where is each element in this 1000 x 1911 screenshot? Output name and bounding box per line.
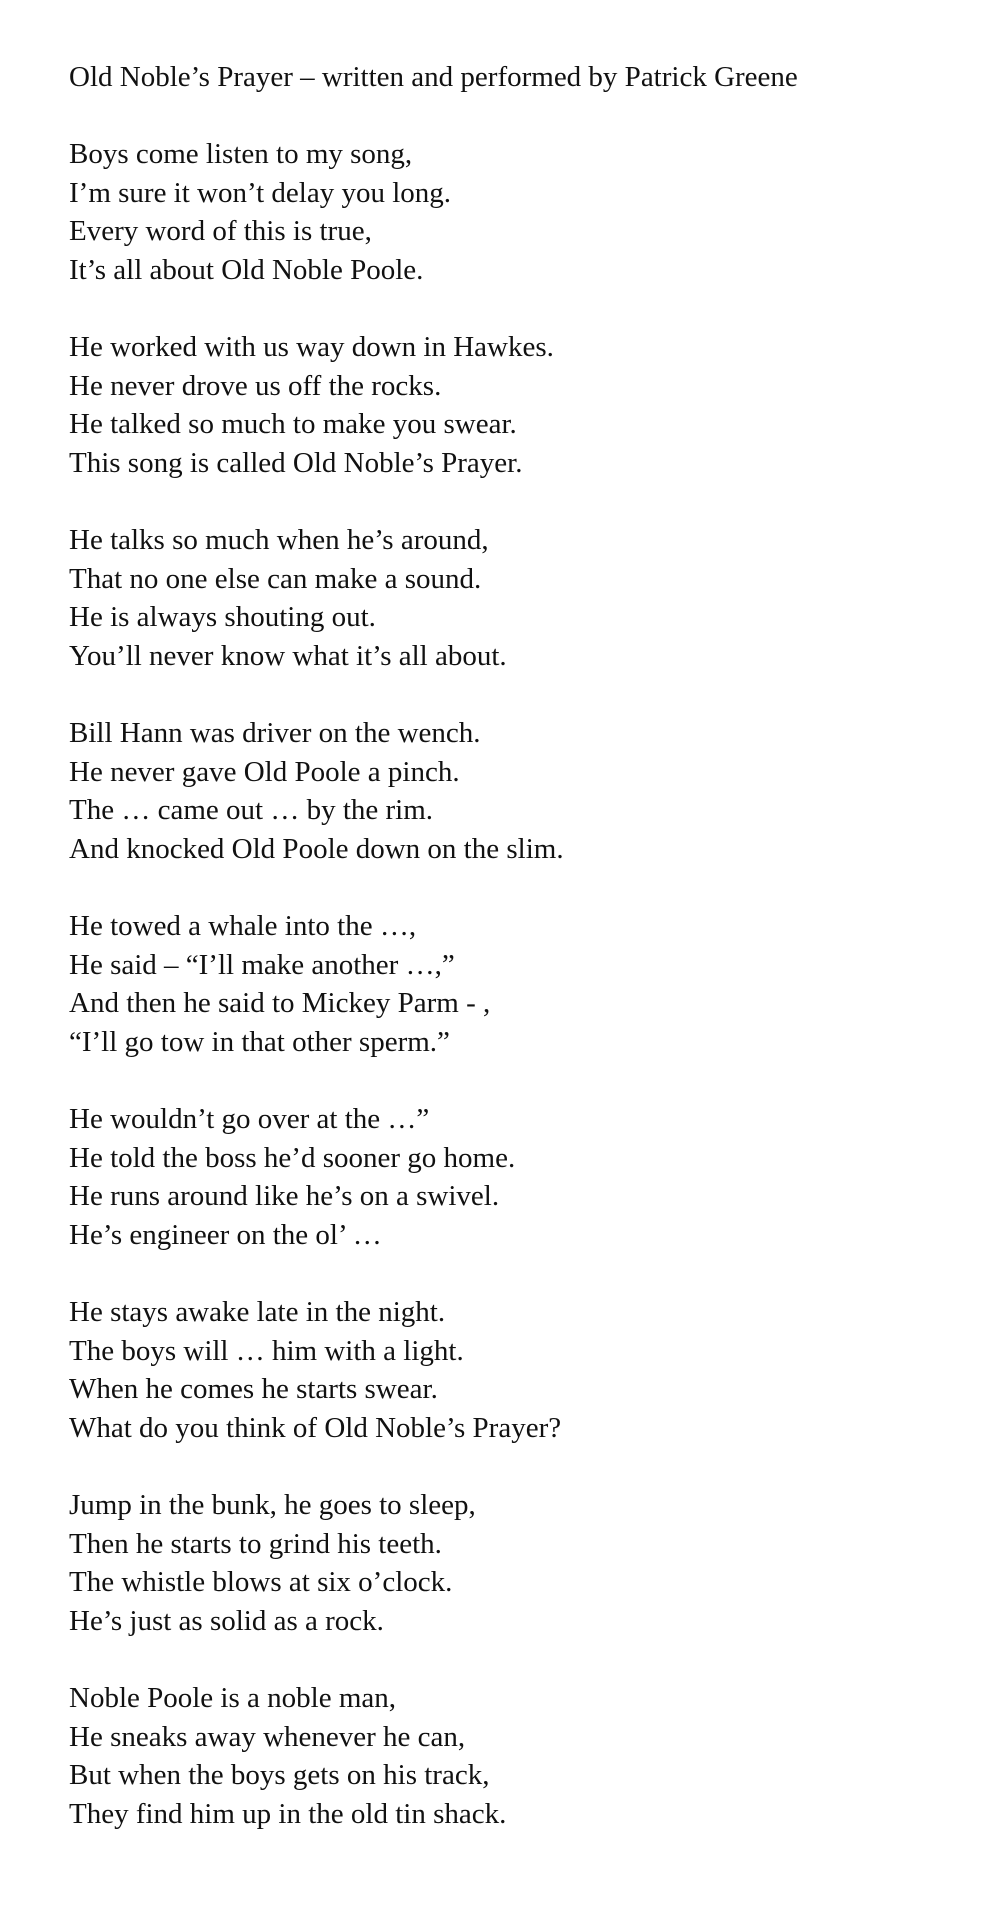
verse-line: And knocked Old Poole down on the slim. (69, 832, 564, 865)
verse-line: And then he said to Mickey Parm - , (69, 987, 491, 1020)
verse-line: He talks so much when he’s around, (69, 524, 489, 557)
verse-line: What do you think of Old Noble’s Prayer? (69, 1411, 562, 1444)
verse-line: He’s engineer on the ol’ … (69, 1218, 382, 1251)
stanza (69, 714, 969, 868)
verse-line: He never drove us off the rocks. (69, 369, 442, 402)
verse-line: When he comes he starts swear. (69, 1373, 438, 1406)
verse-line: The whistle blows at six o’clock. (69, 1566, 453, 1599)
verse-line: He stays awake late in the night. (69, 1296, 446, 1328)
verse-line: He talked so much to make you swear. (69, 408, 517, 441)
verse-line: “I’ll go tow in that other sperm.” (69, 1025, 450, 1058)
verse-line: It’s all about Old Noble Poole. (69, 253, 424, 286)
stanza (69, 521, 969, 675)
verse-line: He told the boss he’d sooner go home. (69, 1141, 516, 1174)
verse-line: He wouldn’t go over at the …” (69, 1103, 430, 1136)
verse-line: You’ll never know what it’s all about. (69, 639, 507, 672)
verse-line: He runs around like he’s on a swivel. (69, 1180, 500, 1213)
verse-line: Bill Hann was driver on the wench. (69, 717, 481, 750)
verse-line: Then he starts to grind his teeth. (69, 1527, 442, 1560)
stanza (69, 328, 969, 482)
stanza (69, 1293, 969, 1447)
verse-line: The boys will … him with a light. (69, 1334, 464, 1367)
verse-line: Every word of this is true, (69, 215, 372, 248)
document-page (69, 58, 969, 1872)
stanza (69, 1486, 969, 1640)
verse-line: He towed a whale into the …, (69, 910, 417, 943)
verse-line: He’s just as solid as a rock. (69, 1604, 384, 1637)
document-title: Old Noble’s Prayer – written and performed by Patrick Greene (69, 61, 798, 93)
verse-line: They find him up in the old tin shack. (69, 1797, 507, 1830)
verse-line: That no one else can make a sound. (69, 562, 482, 595)
verse-line: Jump in the bunk, he goes to sleep, (69, 1488, 476, 1521)
verse-line: He said – “I’ll make another …,” (69, 948, 455, 981)
verse-line: He is always shouting out. (69, 601, 376, 634)
verse-line: Boys come listen to my song, (69, 138, 413, 171)
stanza (69, 1679, 969, 1833)
stanza (69, 135, 969, 289)
stanza (69, 1100, 969, 1254)
verse-line: This song is called Old Noble’s Prayer. (69, 446, 523, 479)
verse-line: I’m sure it won’t delay you long. (69, 176, 452, 209)
stanza (69, 907, 969, 1061)
verse-line: He worked with us way down in Hawkes. (69, 331, 554, 364)
verse-line: But when the boys gets on his track, (69, 1759, 490, 1792)
verse-line: The … came out … by the rim. (69, 794, 434, 827)
verse-line: He never gave Old Poole a pinch. (69, 755, 460, 788)
verse-line: He sneaks away whenever he can, (69, 1720, 466, 1753)
verse-line: Noble Poole is a noble man, (69, 1681, 397, 1714)
